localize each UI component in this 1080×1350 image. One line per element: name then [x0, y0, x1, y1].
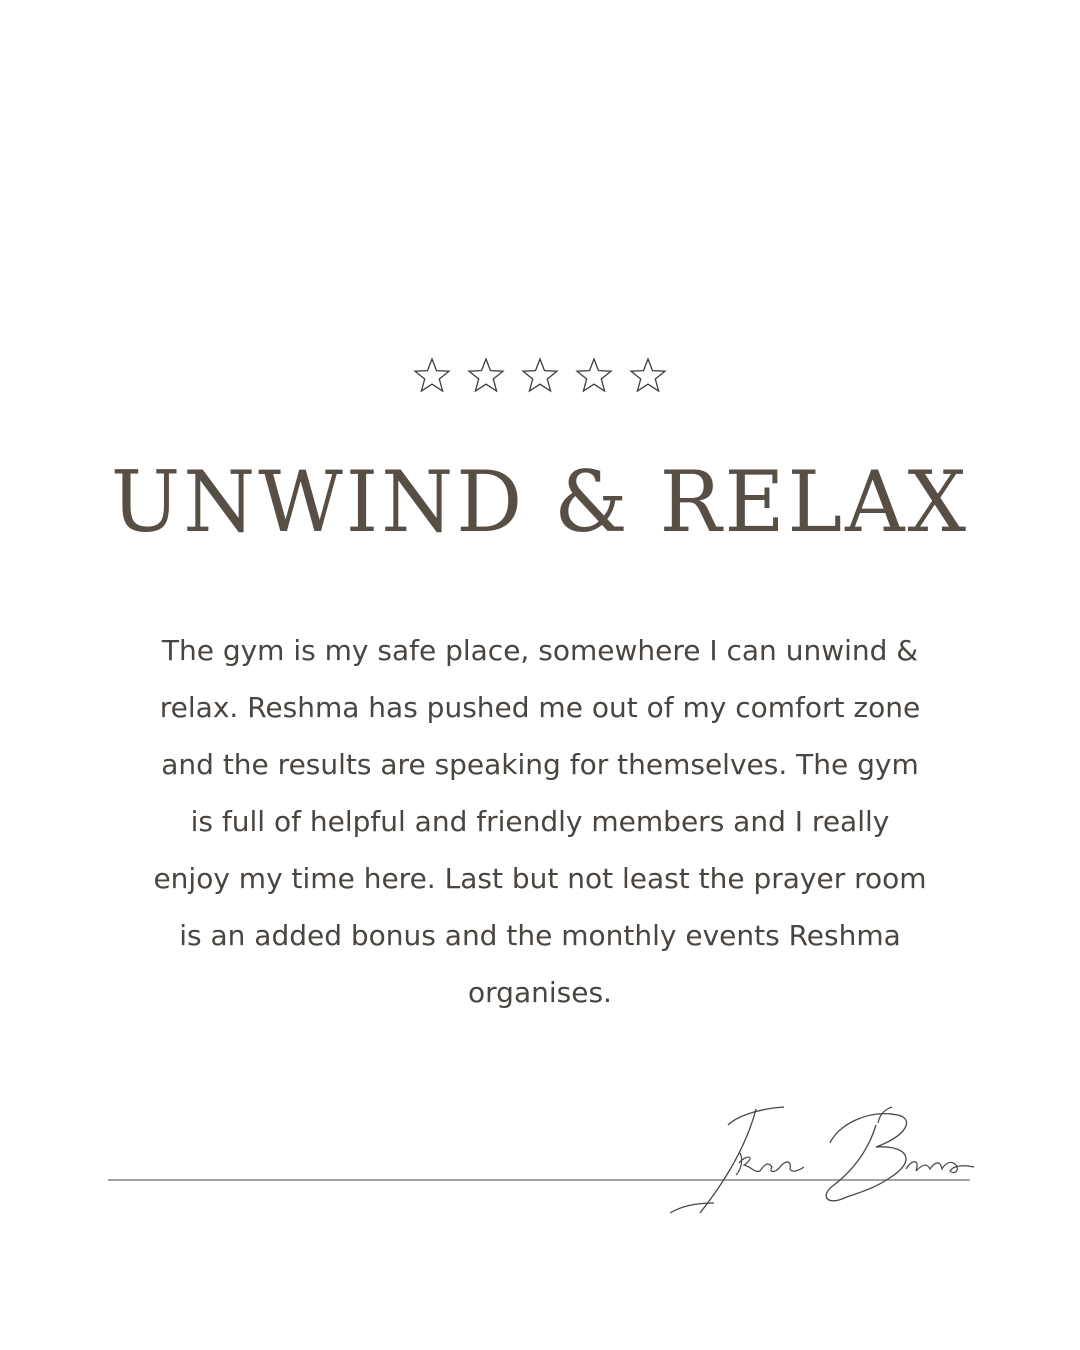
- star-outline-icon: [574, 356, 614, 400]
- star-outline-icon: [520, 356, 560, 400]
- star-outline-icon: [412, 356, 452, 400]
- handwritten-signature: [108, 1095, 978, 1225]
- testimonial-text: The gym is my safe place, somewhere I can unwind & relax. Reshma has pushed me out of my comfort zone and the results are speaking for themselves. The gym is full of helpful and friendly members and I really enjoy my time here. Last but not least the prayer room is an added bonus and the monthly events Reshma organises.: [153, 634, 927, 1009]
- signature: [108, 1095, 978, 1225]
- star-rating: [0, 356, 1080, 400]
- page-title: UNWIND & RELAX: [110, 453, 970, 551]
- star-outline-icon: [628, 356, 668, 400]
- star-outline-icon: [466, 356, 506, 400]
